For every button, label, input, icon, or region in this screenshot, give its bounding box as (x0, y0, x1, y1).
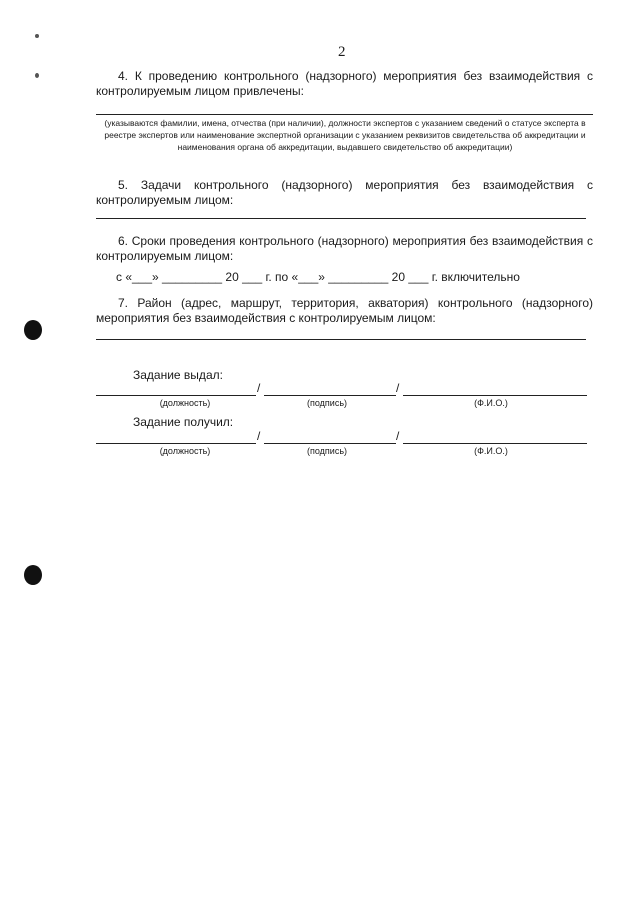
issued-name-caption: (Ф.И.О.) (474, 398, 508, 408)
item-6-dates: с «___» _________ 20 ___ г. по «___» _________ 20 ___ г. включительно (116, 270, 520, 284)
scan-speck (35, 73, 39, 78)
received-separator: / (257, 429, 261, 443)
issued-separator: / (257, 381, 261, 395)
issued-signature-line (264, 395, 396, 396)
item-7-answer-line (96, 339, 586, 340)
received-name-line (403, 443, 587, 444)
received-position-line (96, 443, 256, 444)
item-6-line-2: контролируемым лицом: (96, 249, 234, 263)
item-4-note: (указываются фамилии, имена, отчества (при наличии), должности экспертов с указанием сведений о статусе эксперта в реестре экспертов или наименование экспертной организации с указанием реквизитов свидетельства об аккредитации и наименования органа об аккредитации, выдавшего свидетельство об аккредитации) (104, 118, 586, 152)
received-name-caption: (Ф.И.О.) (474, 446, 508, 456)
item-7-text (96, 296, 593, 326)
item-4-text (96, 69, 593, 99)
issued-signature-caption: (подпись) (306, 398, 348, 408)
issued-separator: / (396, 381, 400, 395)
item-4-paragraph: 4. К проведению контрольного (надзорного) мероприятия без взаимодействия с контролируемым лицом привлечены: (96, 69, 593, 98)
item-7-line-2: мероприятия без взаимодействия с контролируемым лицом: (96, 311, 436, 325)
received-signature-caption: (подпись) (306, 446, 348, 456)
received-label: Задание получил: (133, 415, 234, 429)
received-separator: / (396, 429, 400, 443)
scan-speck (35, 34, 39, 38)
item-5-line-2: контролируемым лицом: (96, 193, 234, 207)
page-number: 2 (338, 44, 346, 60)
punch-hole (24, 565, 42, 585)
item-6-line-1: 6. Сроки проведения контрольного (надзорного) мероприятия без взаимодействия с (118, 234, 593, 248)
item-7-line-1: 7. Район (адрес, маршрут, территория, акватория) контрольного (надзорного) (118, 296, 593, 310)
received-signature-line (264, 443, 396, 444)
item-5-answer-line (96, 218, 586, 219)
issued-position-caption: (должность) (159, 398, 211, 408)
issued-name-line (403, 395, 587, 396)
issued-label: Задание выдал: (133, 368, 223, 382)
punch-hole (24, 320, 42, 340)
item-5-line-1: 5. Задачи контрольного (надзорного) мероприятия без взаимодействия с (118, 178, 593, 192)
received-position-caption: (должность) (159, 446, 211, 456)
item-5-text (96, 178, 593, 208)
item-4-answer-line (96, 114, 593, 115)
issued-position-line (96, 395, 256, 396)
item-6-text (96, 234, 593, 264)
